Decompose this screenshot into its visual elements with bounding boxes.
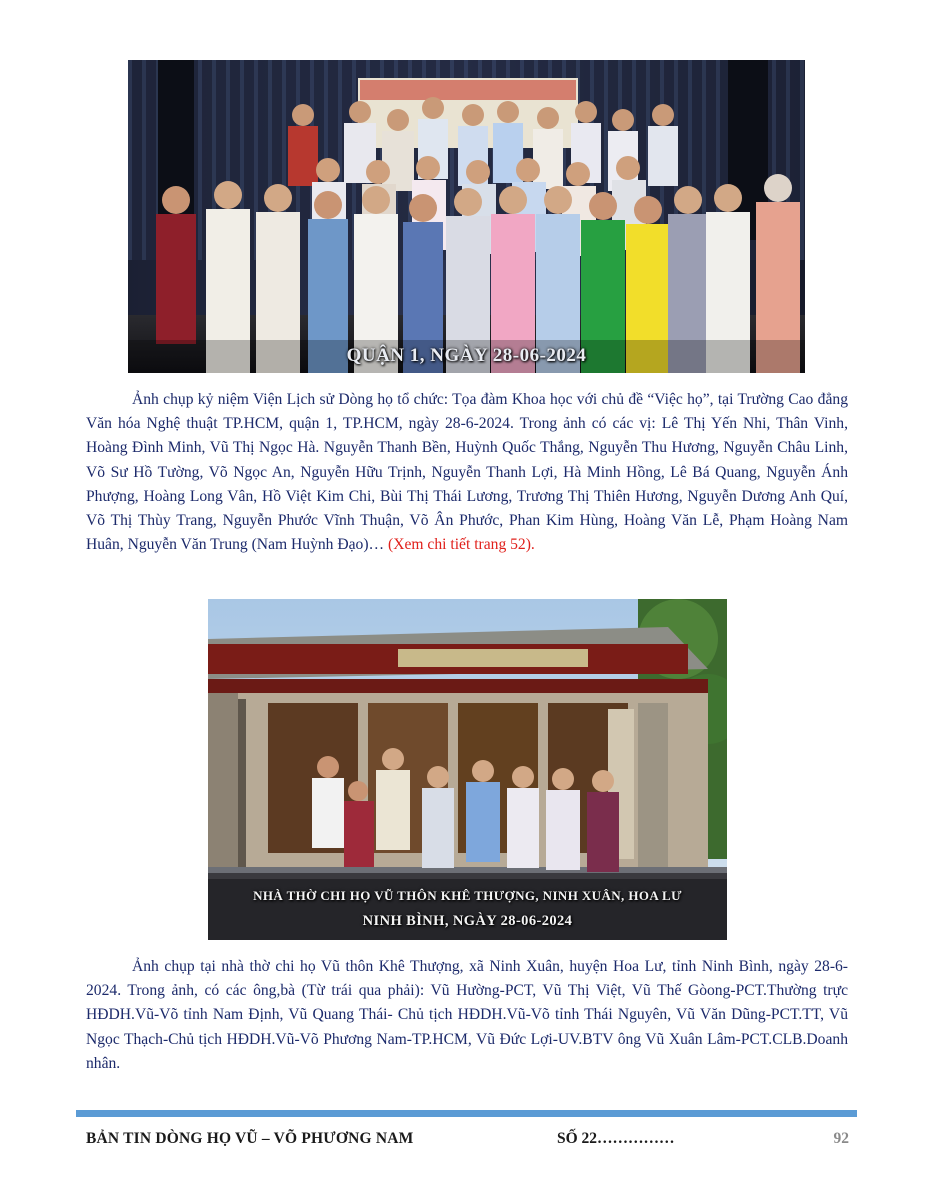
see-details-link[interactable]: (Xem chi tiết trang 52). [388, 536, 535, 554]
photo2-caption-line2: NINH BÌNH, NGÀY 28-06-2024 [362, 913, 573, 929]
newsletter-title: BẢN TIN DÒNG HỌ VŨ – VÕ PHƯƠNG NAM [86, 1130, 414, 1147]
issue-number: SỐ 22…………… [557, 1130, 675, 1147]
ancestral-hall-photo [208, 599, 727, 940]
photo1-caption [86, 388, 848, 557]
photo-caption-overlay: QUẬN 1, NGÀY 28-06-2024 [346, 345, 587, 366]
group-photo-district-1 [128, 60, 805, 373]
photo1-caption-text: Ảnh chụp kỷ niệm Viện Lịch sử Dòng họ tổ chức: Tọa đàm Khoa học với chủ đề “Việc họ”, tại Trường Cao đẳng Văn hóa Nghệ thuật TP.HCM, quận 1, TP.HCM, ngày 28-6-2024. Trong ảnh có các vị: Lê Thị Yến Nhi, Thân Vinh, Hoàng Đình Minh, Vũ Thị Ngọc Hà. Nguyễn Thanh Bền, Huỳnh Quốc Thắng, Nguyễn Thu Hương, Nguyễn Châu Linh, Võ Sư Hồ Tường, Võ Ngọc An, Nguyễn Hữu Trịnh, Nguyễn Thanh Lợi, Hà Minh Hồng, Lê Bá Quang, Nguyễn Ánh Phượng, Hoàng Long Vân, Hồ Việt Kim Chi, Bùi Thị Thái Lương, Trương Thị Thiên Hương, Nguyễn Dương Anh Quí, Võ Thị Thùy Trang, Nguyễn Phước Vĩnh Thuận, Võ Ân Phước, Phan Kim Hùng, Hoàng Văn Lễ, Phạm Hoàng Nam Huân, Nguyễn Văn Trung (Nam Huỳnh Đạo)… [86, 391, 848, 554]
photo2-caption: Ảnh chụp tại nhà thờ chi họ Vũ thôn Khê Thượng, xã Ninh Xuân, huyện Hoa Lư, tỉnh Ninh Bình, ngày 28-6-2024. Trong ảnh, có các ông,bà (Từ trái qua phải): Vũ Hường-PCT, Vũ Thị Việt, Vũ Thế Gòong-PCT.Thường trực HĐDH.Vũ-Võ tỉnh Nam Định, Vũ Quang Thái- Chủ tịch HĐDH.Vũ-Võ tỉnh Thái Nguyên, Vũ Văn Dũng-PCT.TT, Vũ Ngọc Thạch-Chủ tịch HĐDH.Vũ-Võ Phương Nam-TP.HCM, Vũ Đức Lợi-UV.BTV ông Vũ Xuân Lâm-PCT.CLB.Doanh nhân. [86, 958, 848, 1072]
photo2-caption-line1: NHÀ THỜ CHI HỌ VŨ THÔN KHÊ THƯỢNG, NINH XUÂN, HOA LƯ [253, 888, 682, 903]
page-number: 92 [833, 1130, 849, 1147]
footer-divider [76, 1110, 857, 1117]
group-photo-image [128, 60, 805, 373]
